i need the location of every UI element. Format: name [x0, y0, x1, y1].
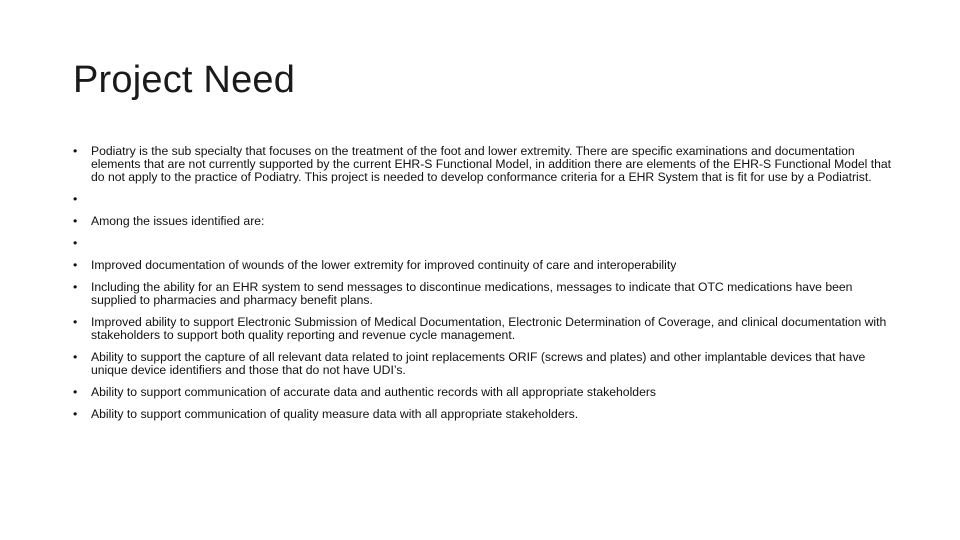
bullet-item	[73, 281, 893, 307]
bullet-dot-icon: •	[73, 144, 78, 158]
bullet-text: Ability to support communication of accurate data and authentic records with all appropriate stakeholders	[91, 385, 656, 400]
slide-title: Project Need	[73, 59, 296, 101]
bullet-dot-icon: •	[73, 191, 78, 206]
bullet-dot-icon: •	[73, 315, 78, 330]
bullet-text: Ability to support communication of quality measure data with all appropriate stakeholders.	[91, 407, 579, 422]
bullet-text: Improved documentation of wounds of the lower extremity for improved continuity of care and interoperability	[91, 258, 677, 273]
bullet-item	[73, 215, 893, 228]
bullet-dot-icon: •	[73, 350, 78, 365]
bullet-dot-icon: •	[73, 280, 78, 295]
bullet-text: Ability to support the capture of all relevant data related to joint replacements ORIF (screws and plates) and other implantable devices that have unique device identifiers and those that do not have UDI’s.	[91, 350, 866, 378]
bullet-list	[73, 145, 893, 430]
bullet-item	[73, 259, 893, 272]
bullet-item	[73, 386, 893, 399]
bullet-item	[73, 316, 893, 342]
bullet-text: Including the ability for an EHR system to send messages to discontinue medications, messages to indicate that OTC medications have been supplied to pharmacies and pharmacy benefit plans.	[91, 280, 853, 308]
bullet-item-empty	[73, 237, 893, 250]
bullet-text: Among the issues identified are:	[91, 213, 265, 228]
bullet-item-empty	[73, 193, 893, 206]
bullet-dot-icon: •	[73, 213, 78, 228]
bullet-dot-icon: •	[73, 258, 78, 273]
bullet-item	[73, 145, 893, 184]
bullet-dot-icon: •	[73, 385, 78, 400]
bullet-dot-icon: •	[73, 236, 78, 251]
bullet-text: Podiatry is the sub specialty that focuses on the treatment of the foot and lower extremity. There are specific examinations and documentation elements that are not currently supported by the current EHR-S Functional Model, in addition there are elements of the EHR-S Functional Model that do not apply to the practice of Podiatry. This project is needed to develop conformance criteria for a EHR System that is fit for use by a Podiatrist.	[91, 144, 892, 184]
bullet-dot-icon: •	[73, 407, 78, 422]
bullet-text: Improved ability to support Electronic Submission of Medical Documentation, Electronic Determination of Coverage, and clinical documentation with stakeholders to support both quality reporting and revenue cycle management.	[91, 315, 887, 343]
bullet-item	[73, 408, 893, 421]
bullet-item	[73, 351, 893, 377]
